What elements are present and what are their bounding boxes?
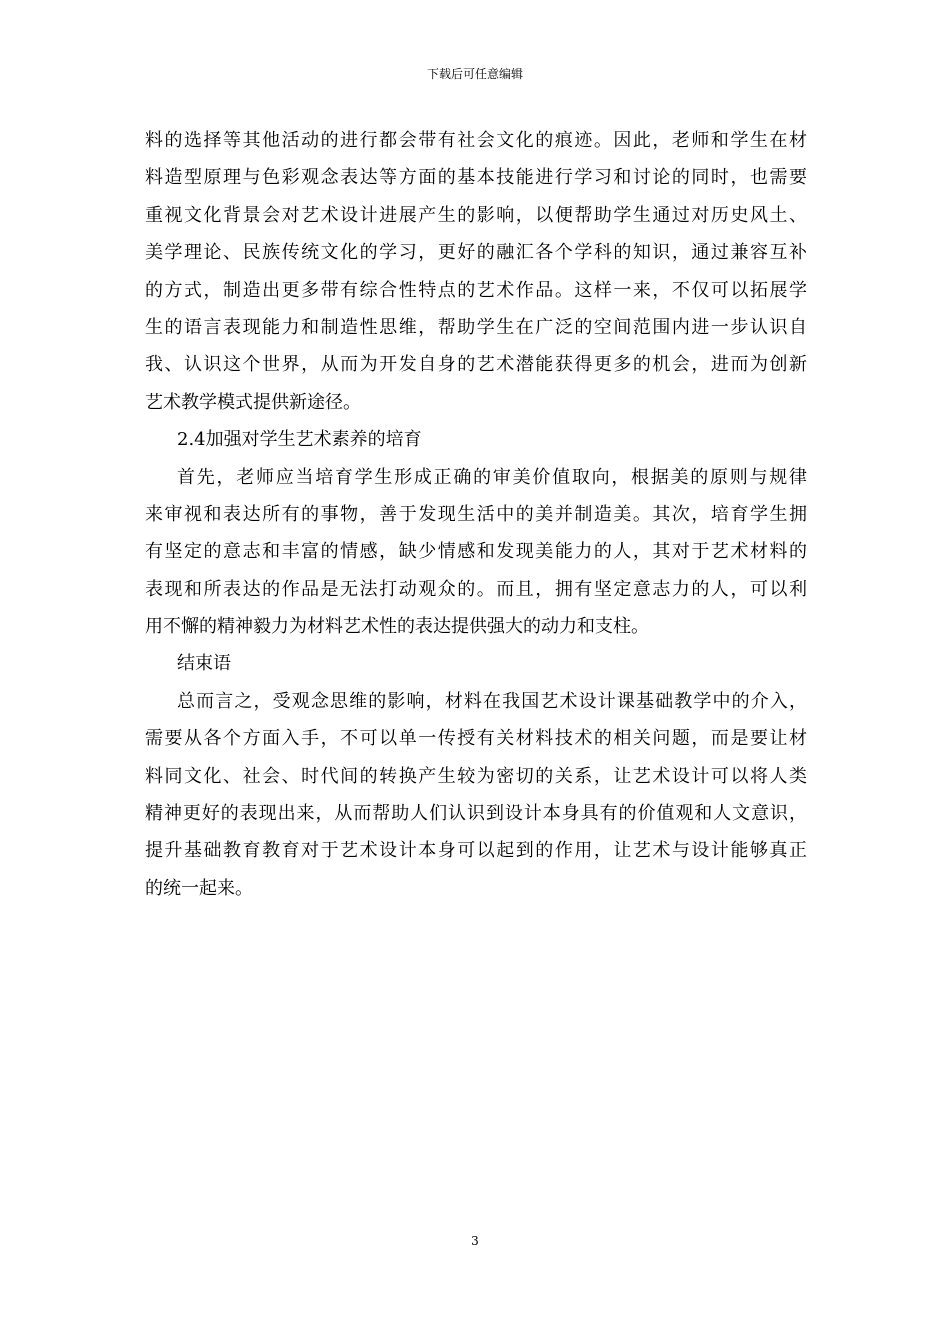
text-line: 料的选择等其他活动的进行都会带有社会文化的痕迹。因此，老师和学生在材 [145, 130, 807, 151]
text-line: 提升基础教育教育对于艺术设计本身可以起到的作用，让艺术与设计能够真正 [145, 840, 807, 862]
text-line: 的方式，制造出更多带有综合性特点的艺术作品。这样一来，不仅可以拓展学 [145, 279, 807, 301]
text-line: 总而言之，受观念思维的影响，材料在我国艺术设计课基础教学中的介入， [177, 690, 807, 712]
page-header: 下载后可任意编辑 [426, 67, 523, 81]
text-line: 重视文化背景会对艺术设计进展产生的影响，以便帮助学生通过对历史风土、 [145, 204, 807, 226]
text-line: 来审视和表达所有的事物，善于发现生活中的美并制造美。其次，培育学生拥 [145, 503, 807, 525]
text-line: 有坚定的意志和丰富的情感，缺少情感和发现美能力的人，其对于艺术材料的 [145, 541, 807, 563]
text-line: 艺术教学模式提供新途径。 [145, 391, 361, 413]
page-number: 3 [471, 1234, 479, 1248]
text-line: 用不懈的精神毅力为材料艺术性的表达提供强大的动力和支柱。 [145, 616, 649, 638]
text-line: 精神更好的表现出来，从而帮助人们认识到设计本身具有的价值观和人文意识， [145, 803, 807, 825]
text-line: 表现和所表达的作品是无法打动观众的。而且，拥有坚定意志力的人，可以利 [145, 578, 807, 600]
text-line: 生的语言表现能力和制造性思维，帮助学生在广泛的空间范围内进一步认识自 [145, 316, 807, 338]
text-line: 的统一起来。 [145, 877, 253, 899]
text-line: 料同文化、社会、时代间的转换产生较为密切的关系，让艺术设计可以将人类 [145, 765, 807, 787]
text-line: 美学理论、民族传统文化的学习，更好的融汇各个学科的知识，通过兼容互补 [145, 242, 807, 264]
text-line: 需要从各个方面入手，不可以单一传授有关材料技术的相关问题，而是要让材 [145, 728, 807, 750]
document-body [145, 122, 807, 907]
text-line: 料造型原理与色彩观念表达等方面的基本技能进行学习和讨论的同时，也需要 [145, 167, 807, 189]
text-line: 首先，老师应当培育学生形成正确的审美价值取向，根据美的原则与规律 [177, 466, 807, 488]
text-line: 结束语 [177, 653, 231, 675]
text-line: 我、认识这个世界，从而为开发自身的艺术潜能获得更多的机会，进而为创新 [145, 354, 807, 376]
text-line: 2.4加强对学生艺术素养的培育 [177, 429, 422, 451]
